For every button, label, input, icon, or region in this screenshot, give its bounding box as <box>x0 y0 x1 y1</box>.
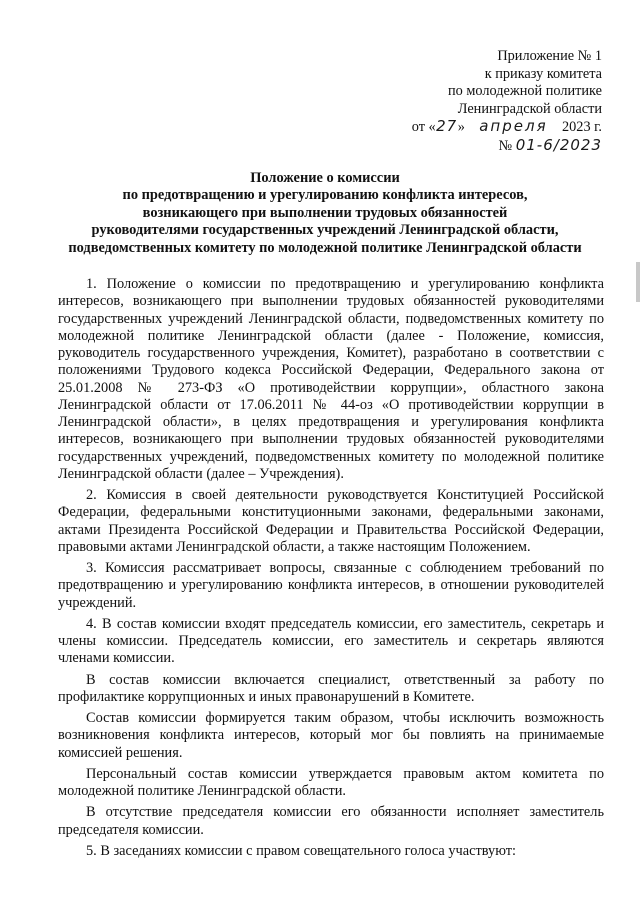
paragraph: Персональный состав комиссии утверждается правовым актом комитета по молодежной политике Ленинградской области. <box>58 765 604 799</box>
order-number <box>412 137 602 156</box>
title-line: возникающего при выполнении трудовых обязанностей <box>142 204 508 221</box>
paragraph: 2. Комиссия в своей деятельности руководствуется Конституцией Российской Федерации, федеральными конституционными законами, федеральными законами, актами Президента Российской Федерации и Правительства Российской Федерации, правовыми актами Ленинградской области, а также настоящим Положением. <box>58 487 604 555</box>
scan-edge-mark <box>636 262 640 302</box>
paragraph: В состав комиссии включается специалист, ответственный за работу по профилактике коррупционных и иных правонарушений в Комитете. <box>58 671 604 705</box>
appendix-line: Ленинградской области <box>457 100 602 117</box>
appendix-header <box>412 48 602 156</box>
appendix-line: к приказу комитета <box>484 65 602 82</box>
paragraph: 4. В состав комиссии входят председатель комиссии, его заместитель, секретарь и члены комиссии. Председатель комиссии, его заместитель и секретарь являются членами комиссии. <box>58 615 604 667</box>
date-prefix: от « <box>411 119 436 136</box>
title-line: подведомственных комитету по молодежной политике Ленинградской области <box>68 239 582 256</box>
date-mid: » <box>457 119 465 136</box>
paragraph: 1. Положение о комиссии по предотвращению и урегулированию конфликта интересов, возникающего при выполнении трудовых обязанностей руководителями государственных учреждений Ленинградской области, подведомственных комитету по молодежной политике Ленинградской области (далее - Положение, комиссия, руководитель государственного учреждения, Комитет), разработано в соответствии с положениями Трудового кодекса Российской Федерации, Федерального закона от 25.01.2008 № 273-ФЗ «О противодействии коррупции», областного закона Ленинградской области от 17.06.2011 № 44-оз «О противодействии коррупции в Ленинградской области», в целях предотвращения и урегулирования конфликта интересов, возникающего при выполнении трудовых обязанностей руководителями государственных учреждений, подведомственных комитету по молодежной политике Ленинградской области (далее – Учреждения). <box>58 276 604 482</box>
paragraph: 5. В заседаниях комиссии с правом совещательного голоса участвуют: <box>86 842 516 859</box>
paragraph: 3. Комиссия рассматривает вопросы, связанные с соблюдением требований по предотвращению и урегулированию конфликта интересов, в отношении руководителей учреждений. <box>58 560 604 611</box>
number-handwritten: 01-6/2023 <box>515 135 602 154</box>
appendix-line: Приложение № 1 <box>497 48 602 64</box>
date-day-handwritten: 27 <box>436 117 458 136</box>
paragraph: Состав комиссии формируется таким образом, чтобы исключить возможность возникновения конфликта интересов, который мог бы повлиять на принимаемые комиссией решения. <box>58 710 604 761</box>
document-body <box>58 276 604 860</box>
date-year: 2023 г. <box>562 119 602 136</box>
appendix-line: по молодежной политике <box>447 83 602 100</box>
date-month-handwritten: апреля <box>479 117 548 136</box>
order-date <box>412 118 602 137</box>
title-line: руководителями государственных учреждений Ленинградской области, <box>91 222 559 239</box>
title-line: по предотвращению и урегулированию конфликта интересов, <box>122 187 528 204</box>
number-prefix: № <box>498 137 513 154</box>
title-line: Положение о комиссии <box>250 170 400 186</box>
document-title <box>44 170 606 257</box>
paragraph: В отсутствие председателя комиссии его обязанности исполняет заместитель председателя комиссии. <box>58 804 604 838</box>
